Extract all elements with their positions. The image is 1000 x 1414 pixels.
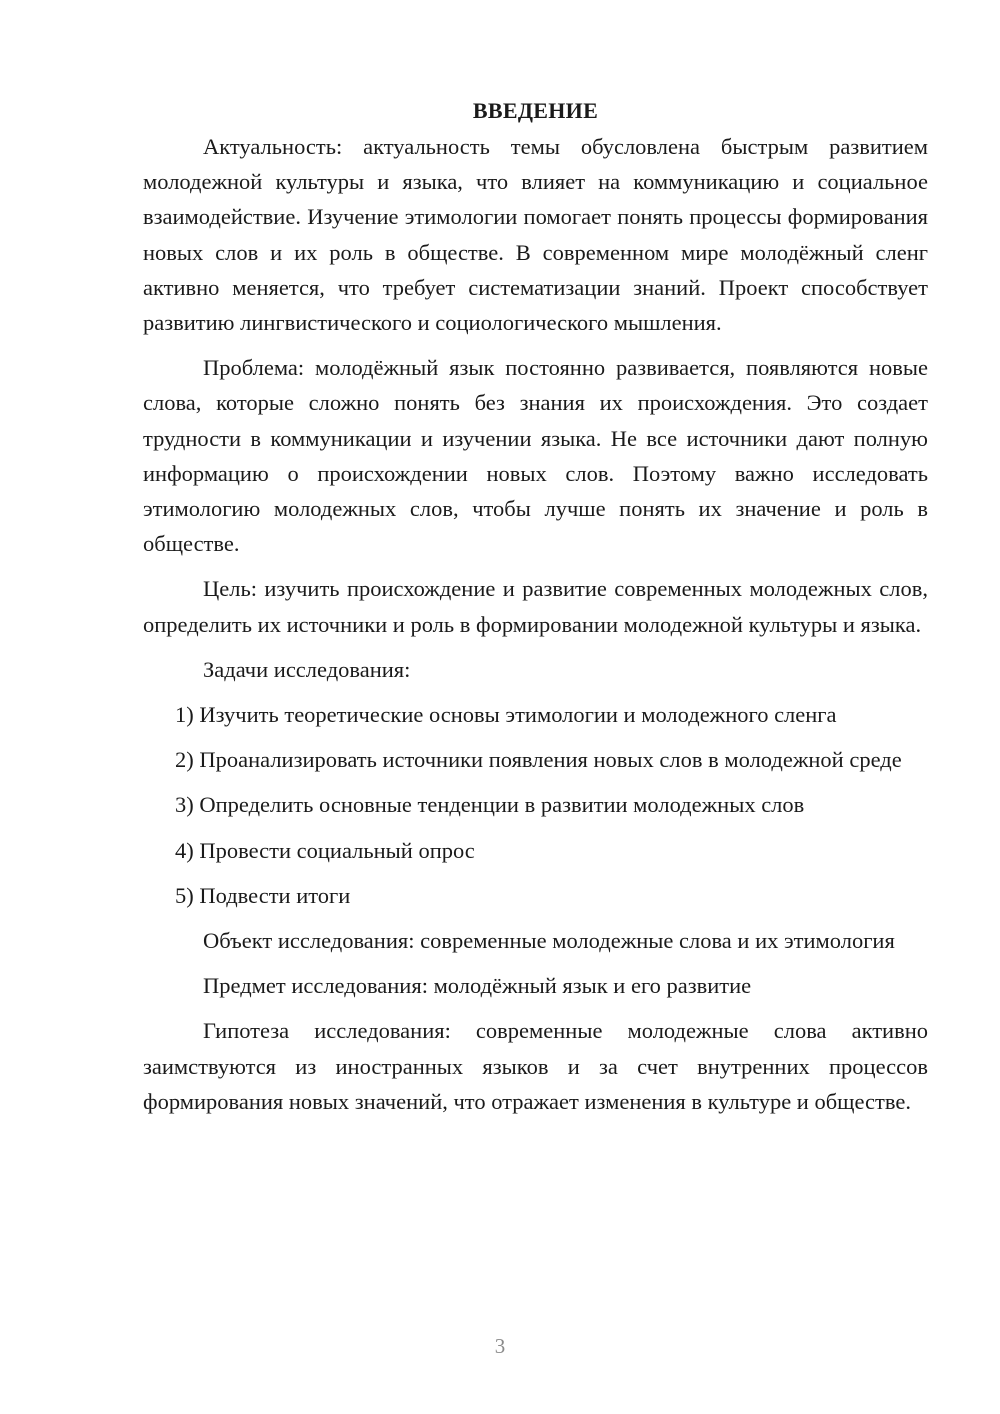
tasks-title: Задачи исследования: bbox=[203, 656, 411, 682]
task-item: 2) Проанализировать источники появления новых слов в молодежной среде bbox=[175, 747, 902, 773]
goal-paragraph: Цель: изучить происхождение и развитие современных молодежных слов, определить их источники и роль в формировании молодежной культуры и языка. bbox=[143, 576, 928, 637]
task-item: 3) Определить основные тенденции в развитии молодежных слов bbox=[175, 792, 805, 818]
relevance-paragraph: Актуальность: актуальность темы обусловлена быстрым развитием молодежной культуры и языка, что влияет на коммуникацию и социальное взаимодействие. Изучение этимологии помогает понять процессы формирования новых слов и их роль в обществе. В современном мире молодёжный сленг активно меняется, что требует систематизации знаний. Проект способствует развитию лингвистического и социологического мышления. bbox=[143, 134, 928, 336]
document-body bbox=[143, 93, 928, 1129]
object-paragraph: Объект исследования: современные молодежные слова и их этимология bbox=[203, 928, 895, 954]
page-number: 3 bbox=[494, 1334, 506, 1358]
task-item: 5) Подвести итоги bbox=[175, 882, 351, 908]
subject-paragraph: Предмет исследования: молодёжный язык и его развитие bbox=[203, 973, 752, 999]
section-heading: ВВЕДЕНИЕ bbox=[472, 98, 599, 123]
task-item: 4) Провести социальный опрос bbox=[175, 837, 475, 863]
task-item: 1) Изучить теоретические основы этимологии и молодежного сленга bbox=[175, 702, 837, 728]
problem-paragraph: Проблема: молодёжный язык постоянно развивается, появляются новые слова, которые сложно понять без знания их происхождения. Это создает трудности в коммуникации и изучении языка. Не все источники дают полную информацию о происхождении новых слов. Поэтому важно исследовать этимологию молодежных слов, чтобы лучше понять их значение и роль в обществе. bbox=[143, 355, 928, 557]
hypothesis-paragraph: Гипотеза исследования: современные молодежные слова активно заимствуются из иностранных языков и за счет внутренних процессов формирования новых значений, что отражает изменения в культуре и обществе. bbox=[143, 1018, 928, 1114]
